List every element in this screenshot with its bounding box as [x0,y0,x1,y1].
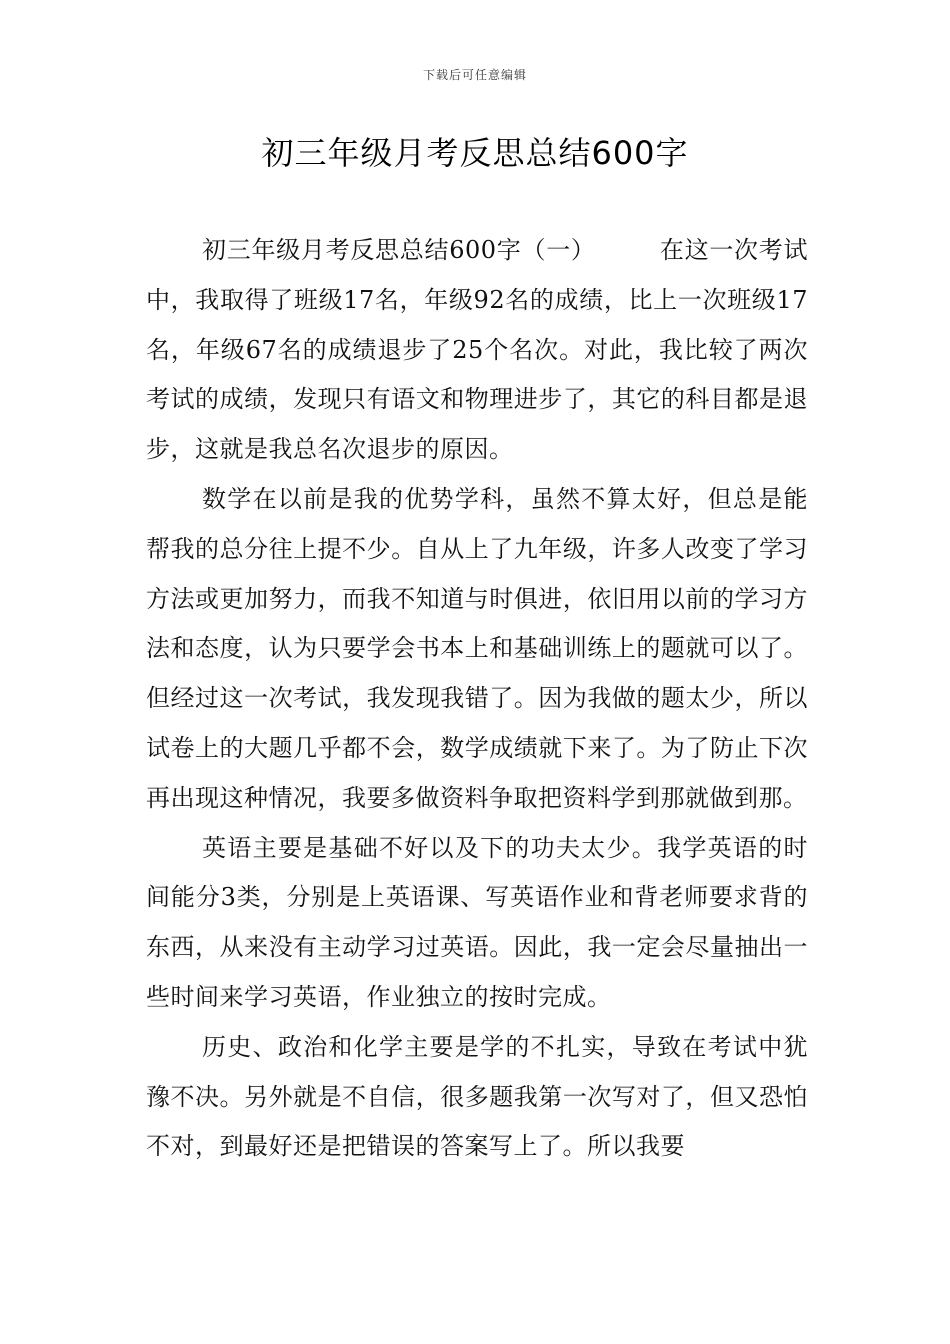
document-body [146,226,808,1172]
document-title: 初三年级月考反思总结600字 [261,134,689,172]
paragraph-3: 英语主要是基础不好以及下的功夫太少。我学英语的时间能分3类，分别是上英语课、写英语作业和背老师要求背的东西，从来没有主动学习过英语。因此，我一定会尽量抽出一些时间来学习英语，作业独立的按时完成。 [146,833,808,1011]
paragraph-text: 在这一次考试中，我取得了班级17名，年级92名的成绩，比上一次班级17名，年级67名的成绩退步了25个名次。对此，我比较了两次考试的成绩，发现只有语文和物理进步了，其它的科目都是退步，这就是我总名次退步的原因。 [146,236,808,464]
header-note: 下载后可任意编辑 [422,68,527,82]
paragraph-1 [146,226,808,475]
paragraph-2: 数学在以前是我的优势学科，虽然不算太好，但总是能帮我的总分往上提不少。自从上了九年级，许多人改变了学习方法或更加努力，而我不知道与时俱进，依旧用以前的学习方法和态度，认为只要学会书本上和基础训练上的题就可以了。但经过这一次考试，我发现我错了。因为我做的题太少，所以试卷上的大题几乎都不会，数学成绩就下来了。为了防止下次再出现这种情况，我要多做资料争取把资料学到那就做到那。 [146,484,808,812]
paragraph-4: 历史、政治和化学主要是学的不扎实，导致在考试中犹豫不决。另外就是不自信，很多题我第一次写对了，但又恐怕不对，到最好还是把错误的答案写上了。所以我要 [146,1032,808,1161]
paragraph-lead: 初三年级月考反思总结600字（一） [202,236,596,264]
